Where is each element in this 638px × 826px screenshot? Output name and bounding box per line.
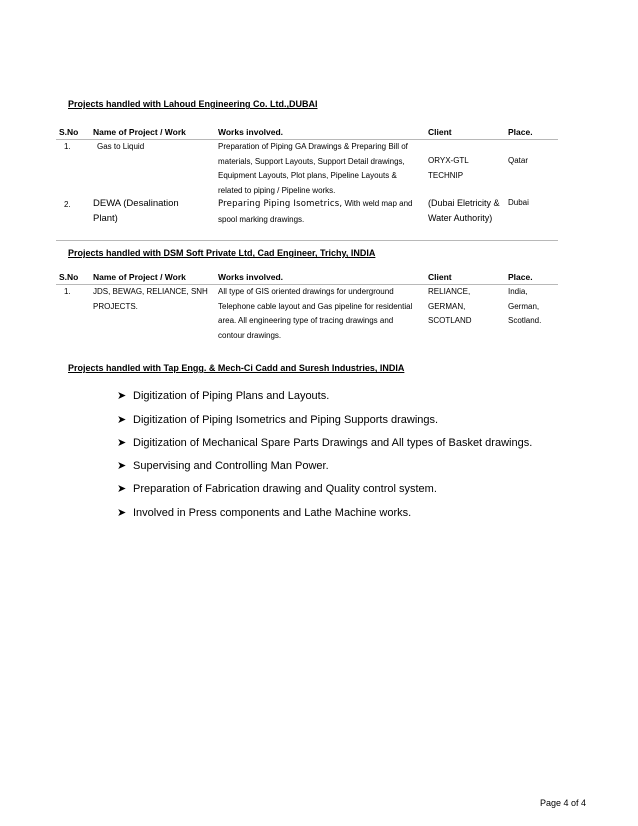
- row-place: Qatar: [508, 156, 529, 165]
- header-place: Place.: [508, 272, 533, 282]
- row-works-part-a: Preparing Piping Isometrics,: [218, 199, 343, 209]
- row-works: Preparation of Piping GA Drawings & Preparing Bill of materials, Support Layouts, Support Detail drawings, Equipment Layouts, Plot plans, Pipeline Layouts & related to piping / Pipeline works.: [218, 142, 408, 195]
- list-item-text: Digitization of Piping Plans and Layouts.: [133, 390, 330, 402]
- list-item-text: Digitization of Piping Isometrics and Piping Supports drawings.: [133, 414, 439, 426]
- row-sno: 1.: [64, 142, 71, 151]
- row-project: Gas to Liquid: [97, 142, 145, 151]
- arrow-bullet-icon: ➤: [117, 483, 127, 495]
- row-client: ORYX-GTL TECHNIP: [428, 156, 469, 180]
- row-project: DEWA (Desalination Plant): [93, 198, 179, 224]
- list-item: [117, 413, 438, 426]
- header-project: Name of Project / Work: [93, 127, 186, 137]
- row-place: India, German, Scotland.: [508, 287, 542, 325]
- header-client: Client: [428, 272, 452, 282]
- header-client: Client: [428, 127, 452, 137]
- header-works: Works involved.: [218, 272, 284, 282]
- list-item-text: Supervising and Controlling Man Power.: [133, 460, 329, 472]
- list-item-text: Preparation of Fabrication drawing and Quality control system.: [133, 483, 437, 495]
- page-number: Page 4 of 4: [539, 798, 586, 808]
- row-place: Dubai: [508, 198, 529, 207]
- row-works: [218, 196, 420, 227]
- section-title-lahoud: Projects handled with Lahoud Engineering Co. Ltd.,DUBAI: [68, 99, 318, 109]
- row-sno: 2.: [64, 200, 71, 209]
- row-works-part-b: With weld map and spool marking drawings.: [218, 199, 413, 224]
- arrow-bullet-icon: ➤: [117, 507, 127, 519]
- arrow-bullet-icon: ➤: [117, 437, 127, 449]
- section-title-tap-engg: Projects handled with Tap Engg. & Mech-Ci Cadd and Suresh Industries, INDIA: [68, 363, 405, 373]
- arrow-bullet-icon: ➤: [117, 460, 127, 472]
- header-project: Name of Project / Work: [93, 272, 186, 282]
- list-item-text: Involved in Press components and Lathe Machine works.: [133, 507, 412, 519]
- list-item: [117, 459, 329, 472]
- table-divider: [56, 240, 558, 241]
- arrow-bullet-icon: ➤: [117, 390, 127, 402]
- header-sno: S.No: [59, 127, 79, 137]
- row-project: JDS, BEWAG, RELIANCE, SNH PROJECTS.: [93, 287, 208, 311]
- section-title-dsm: Projects handled with DSM Soft Private Ltd, Cad Engineer, Trichy, INDIA: [68, 248, 376, 258]
- list-item: [117, 436, 532, 449]
- header-works: Works involved.: [218, 127, 284, 137]
- list-item-text: Digitization of Mechanical Spare Parts Drawings and All types of Basket drawings.: [133, 437, 533, 449]
- row-works: All type of GIS oriented drawings for underground Telephone cable layout and Gas pipeline for residential area. All engineering type of tracing drawings and contour drawings.: [218, 287, 413, 340]
- list-item: [117, 482, 437, 495]
- list-item: [117, 389, 329, 402]
- header-sno: S.No: [59, 272, 79, 282]
- row-client: (Dubai Eletricity & Water Authority): [428, 198, 500, 223]
- list-item: [117, 506, 411, 519]
- row-client: RELIANCE, GERMAN, SCOTLAND: [428, 287, 472, 325]
- header-place: Place.: [508, 127, 533, 137]
- row-sno: 1.: [64, 287, 71, 296]
- arrow-bullet-icon: ➤: [117, 414, 127, 426]
